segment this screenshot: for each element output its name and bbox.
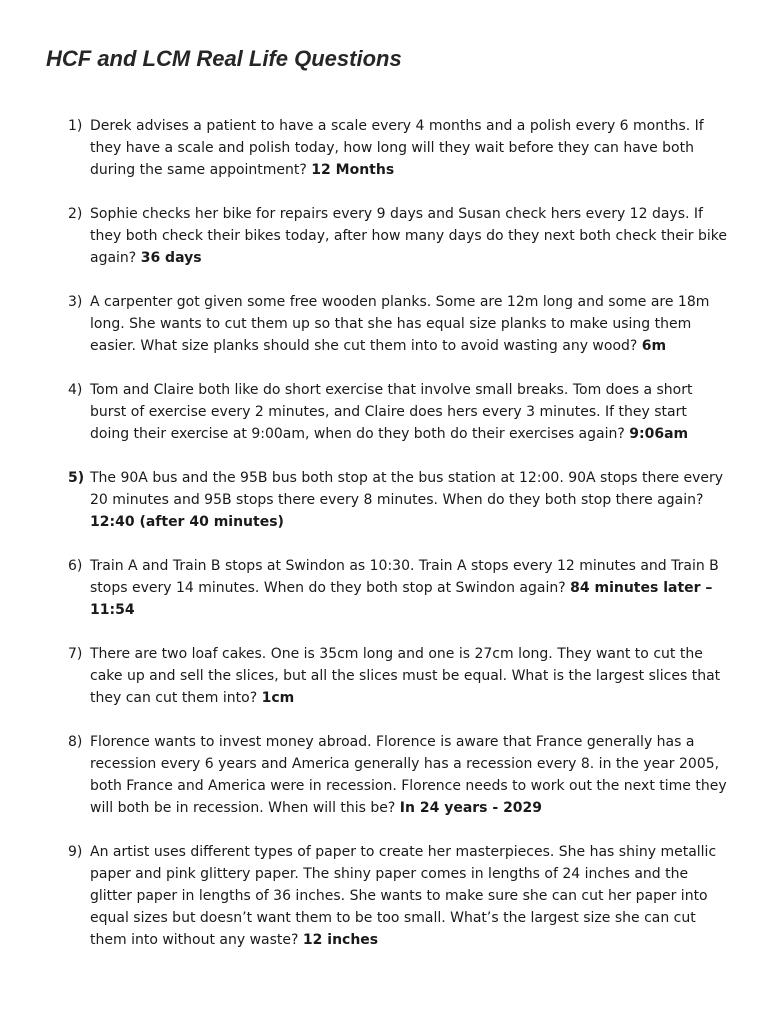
question-item [0, 203, 768, 269]
page-title: HCF and LCM Real Life Questions [46, 46, 402, 71]
question-number: 9) [68, 844, 83, 860]
question-item [0, 555, 768, 621]
question-text: An artist uses different types of paper to create her masterpieces. She has shiny metallic paper and pink glittery paper. The shiny paper comes in lengths of 24 inches and the glitter paper in lengths of 36 inches. She wants to make sure she can cut her paper into equal sizes but doesn’t want them to be too small. What’s the largest size she can cut them into without any waste? [90, 844, 717, 948]
answer-text: 36 days [140, 250, 202, 266]
question-number: 1) [68, 118, 83, 134]
answer-text: 12 inches [302, 932, 379, 948]
question-text: A carpenter got given some free wooden planks. Some are 12m long and some are 18m long. She wants to cut them up so that she has equal size planks to make using them easier. What size planks should she cut them into to avoid wasting any wood? [90, 294, 710, 354]
question-number: 8) [68, 734, 83, 750]
question-text: Sophie checks her bike for repairs every 9 days and Susan check hers every 12 days. If they both check their bikes today, after how many days do they next both check their bike again? [90, 206, 728, 266]
question-body [90, 467, 728, 533]
question-text: The 90A bus and the 95B bus both stop at the bus station at 12:00. 90A stops there every 20 minutes and 95B stops there every 8 minutes. When do they both stop there again? [90, 470, 724, 508]
question-body [90, 203, 728, 269]
question-body [90, 643, 728, 709]
question-text: Derek advises a patient to have a scale every 4 months and a polish every 6 months. If they have a scale and polish today, how long will they wait before they can have both during the same appointment? [90, 118, 704, 178]
answer-text: 12:40 (after 40 minutes) [90, 514, 284, 530]
question-text: Tom and Claire both like do short exercise that involve small breaks. Tom does a short burst of exercise every 2 minutes, and Claire does hers every 3 minutes. If they start doing their exercise at 9:00am, when do they both do their exercises again? [90, 382, 693, 442]
question-item [0, 115, 768, 181]
question-number: 4) [68, 382, 83, 398]
question-text: Train A and Train B stops at Swindon as 10:30. Train A stops every 12 minutes and Train B stops every 14 minutes. When do they both stop at Swindon again? [90, 558, 719, 596]
question-text: There are two loaf cakes. One is 35cm long and one is 27cm long. They want to cut the cake up and sell the slices, but all the slices must be equal. What is the largest slices that they can cut them into? [90, 646, 721, 706]
question-list [0, 115, 768, 973]
answer-text: In 24 years - 2029 [399, 800, 543, 816]
question-body [90, 379, 728, 445]
question-text: Florence wants to invest money abroad. Florence is aware that France generally has a recession every 6 years and America generally has a recession every 8. in the year 2005, both France and America were in recession. Florence needs to work out the next time they will both be in recession. When will this be? [90, 734, 727, 816]
question-body [90, 841, 728, 951]
answer-text: 12 Months [311, 162, 395, 178]
question-body [90, 291, 728, 357]
question-item [0, 841, 768, 951]
answer-text: 1cm [261, 690, 295, 706]
question-item [0, 643, 768, 709]
answer-text: 9:06am [629, 426, 689, 442]
question-body [90, 115, 728, 181]
question-number: 5) [68, 470, 85, 486]
question-number: 2) [68, 206, 83, 222]
question-number: 6) [68, 558, 83, 574]
question-number: 7) [68, 646, 83, 662]
question-body [90, 555, 728, 621]
answer-text: 6m [641, 338, 667, 354]
question-body [90, 731, 728, 819]
question-number: 3) [68, 294, 83, 310]
question-item [0, 291, 768, 357]
question-item [0, 379, 768, 445]
question-item [0, 731, 768, 819]
answer-text: 84 minutes later – 11:54 [90, 580, 713, 618]
question-item [0, 467, 768, 533]
